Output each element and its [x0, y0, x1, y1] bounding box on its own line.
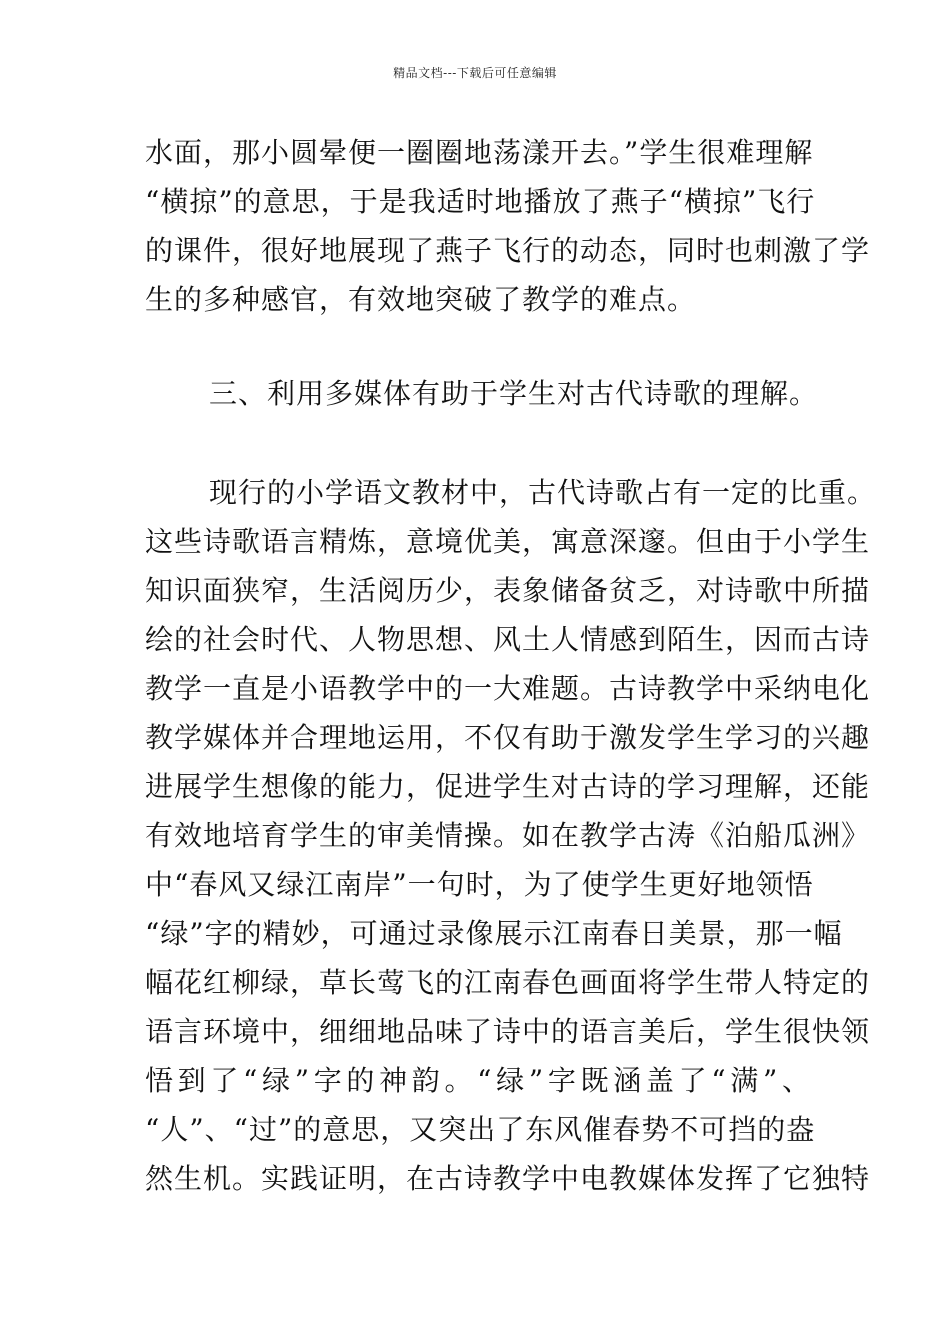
text-line: 语言环境中，细细地品味了诗中的语言美后，学生很快领	[145, 1015, 871, 1048]
paragraph-main	[145, 468, 877, 1203]
text-line: 教学媒体并合理地运用，不仅有助于激发学生学习的兴趣	[145, 721, 871, 754]
text-line: 绘的社会时代、人物思想、风土人情感到陌生，因而古诗	[145, 623, 871, 656]
text-line: 幅花红柳绿，草长莺飞的江南春色画面将学生带人特定的	[145, 966, 871, 999]
paragraph-continuation	[145, 128, 871, 324]
page-header: 精品文档---下载后可任意编辑	[393, 66, 557, 80]
text-line: 知识面狭窄，生活阅历少，表象储备贫乏，对诗歌中所描	[145, 574, 871, 607]
text-line: 的课件，很好地展现了燕子飞行的动态，同时也刺激了学	[145, 234, 871, 267]
text-line: “绿”字的精妙，可通过录像展示江南春日美景，那一幅	[145, 917, 843, 950]
text-line: 进展学生想像的能力，促进学生对古诗的学习理解，还能	[145, 770, 871, 803]
text-line: 现行的小学语文教材中，古代诗歌占有一定的比重。	[209, 476, 877, 509]
document-body	[145, 128, 877, 1203]
text-line: 有效地培育学生的审美情操。如在教学古涛《泊船瓜洲》	[145, 819, 871, 852]
text-line: 中“春风又绿江南岸”一句时，为了使学生更好地领悟	[145, 868, 814, 901]
text-line: 这些诗歌语言精炼，意境优美，寓意深邃。但由于小学生	[145, 525, 871, 558]
text-line: “人”、“过”的意思，又突出了东风催春势不可挡的盎	[145, 1113, 816, 1146]
text-line: 然生机。实践证明，在古诗教学中电教媒体发挥了它独特	[145, 1162, 871, 1195]
text-line: 教学一直是小语教学中的一大难题。古诗教学中采纳电化	[145, 672, 871, 705]
section-heading: 三、利用多媒体有助于学生对古代诗歌的理解。	[209, 377, 819, 410]
text-line: 生的多种感官，有效地突破了教学的难点。	[145, 283, 697, 316]
paragraph-spacer	[145, 418, 811, 468]
text-line: 水面，那小圆晕便一圈圈地荡漾开去。”学生很难理解	[145, 136, 814, 169]
paragraph-spacer	[145, 324, 811, 369]
text-line: 悟到了“绿”字的神韵。“绿”字既涵盖了“满”、	[145, 1064, 811, 1097]
text-line: “横掠”的意思，于是我适时地播放了燕子“横掠”飞行	[145, 185, 816, 218]
